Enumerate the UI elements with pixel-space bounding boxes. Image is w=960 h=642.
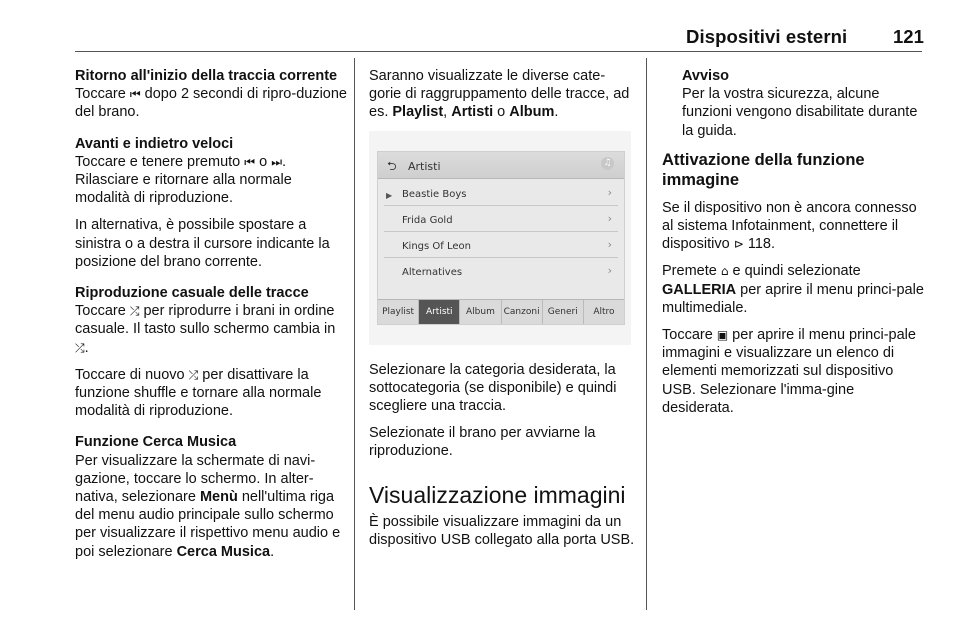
text: Se il dispositivo non è ancora connesso al sistema Infotainment, connettere il dispositivo xyxy=(662,199,917,253)
paragraph: È possibile visualizzare immagini da un dispositivo USB collegato alla porta USB. xyxy=(369,513,635,548)
back-arrow-icon[interactable]: ⮌ xyxy=(387,158,397,173)
panel-title-bar xyxy=(378,152,624,179)
playlist-label: Playlist xyxy=(392,104,444,121)
chevron-right-icon: › xyxy=(607,263,612,277)
tab-album[interactable]: Album xyxy=(460,300,501,324)
page-header-title: Dispositivi esterni xyxy=(686,26,848,47)
chevron-right-icon: › xyxy=(607,185,612,199)
text: per aprire il menu princi-pale immagini e visualizzare un elenco di elementi memorizzati sul dispositivo USB. Selezionare l'imma-gine desiderata. xyxy=(662,327,916,416)
text: , xyxy=(443,104,452,121)
infotainment-screenshot xyxy=(369,131,631,345)
tab-playlist[interactable]: Playlist xyxy=(378,300,419,324)
note-heading: Avviso xyxy=(682,68,730,84)
menu-label: Menù xyxy=(199,489,238,506)
tab-artisti[interactable]: Artisti xyxy=(419,300,460,324)
artist-list xyxy=(378,180,624,283)
column-divider-2 xyxy=(646,58,647,610)
section-heading-restart-track: Ritorno all'inizio della traccia corrente xyxy=(75,68,338,84)
list-item-label: Alternatives xyxy=(402,266,463,278)
category-tab-bar xyxy=(378,299,624,324)
text: per riprodurre i brani in ordine casuale. Il tasto sullo schermo cambia in xyxy=(75,303,336,338)
column-divider-1 xyxy=(354,58,355,610)
section-heading-fast-forward: Avanti e indietro veloci xyxy=(75,135,234,152)
previous-track-icon: ⏮ xyxy=(129,87,141,102)
list-item[interactable] xyxy=(384,180,618,206)
column-1 xyxy=(75,67,347,570)
text: Toccare xyxy=(75,86,130,103)
playing-indicator-icon: ▶ xyxy=(386,190,393,200)
next-track-icon: ⏭ xyxy=(271,154,283,169)
text: dopo 2 secondi di ripro-duzione del brano. xyxy=(75,86,347,121)
shuffle-off-icon: ⤮ xyxy=(188,367,199,382)
text: per aprire il menu princi-pale multimediale. xyxy=(662,281,924,316)
shuffle-off-icon: ⤮ xyxy=(75,340,85,355)
text: Saranno visualizzate le diverse cate-gorie di raggruppamento delle tracce, ad es. xyxy=(369,68,630,121)
section-heading-image-function: Attivazione della funzione immagine xyxy=(662,150,865,189)
note-text: Per la vostra sicurezza, alcune funzioni vengono disabilitate durante la guida. xyxy=(682,86,918,139)
album-label: Album xyxy=(509,104,555,121)
chevron-right-icon: › xyxy=(607,237,612,251)
music-search-label: Cerca Musica xyxy=(176,543,271,560)
paragraph: Selezionate il brano per avviarne la riproduzione. xyxy=(369,425,596,460)
chevron-right-icon: › xyxy=(607,211,612,225)
list-item-label: Frida Gold xyxy=(402,214,453,226)
tab-canzoni[interactable]: Canzoni xyxy=(502,300,543,324)
text: . xyxy=(84,339,89,356)
text: Per visualizzare la schermate di navi-gazione, toccare lo schermo. In alter-nativa, selezionare xyxy=(75,452,316,506)
text: e quindi selezionate xyxy=(728,263,861,280)
text: Premete xyxy=(662,263,721,280)
gallery-label: GALLERIA xyxy=(662,281,737,298)
shuffle-icon: ⤮ xyxy=(129,304,140,319)
text: Toccare e tenere premuto xyxy=(75,153,245,170)
list-item[interactable] xyxy=(384,232,618,258)
text: Toccare xyxy=(662,327,717,344)
artists-label: Artisti xyxy=(451,104,494,121)
text: . xyxy=(554,104,559,121)
text: 118. xyxy=(743,236,775,253)
infotainment-panel xyxy=(377,151,625,325)
page-reference-icon: ⊳ xyxy=(733,237,744,252)
paragraph: Selezionare la categoria desiderata, la sottocategoria (se disponibile) e quindi scegliere una traccia. xyxy=(369,361,617,415)
image-icon: ▣ xyxy=(716,328,729,343)
text: Toccare xyxy=(75,303,130,320)
list-item-label: Beastie Boys xyxy=(402,188,467,200)
column-3 xyxy=(662,67,924,426)
text: per disattivare la funzione shuffle e tornare alla normale modalità di riproduzione. xyxy=(75,366,322,420)
music-note-icon: ♫ xyxy=(601,157,614,170)
section-heading-music-search: Funzione Cerca Musica xyxy=(75,434,237,451)
list-item[interactable] xyxy=(384,206,618,232)
section-heading-view-images: Visualizzazione immagini xyxy=(369,481,626,508)
text: Toccare di nuovo xyxy=(75,366,189,383)
home-icon: ⌂ xyxy=(720,264,729,279)
text: o xyxy=(255,153,272,170)
list-item[interactable] xyxy=(384,258,618,283)
warning-note xyxy=(682,67,924,140)
page-number: 121 xyxy=(893,26,924,47)
tab-altro[interactable]: Altro xyxy=(593,306,615,317)
text: o xyxy=(493,104,510,121)
text: nell'ultima riga del menu audio principale sullo schermo per visualizzare il rispettivo menu audio e poi selezionare xyxy=(75,489,341,560)
text: . xyxy=(270,543,275,560)
tab-generi[interactable]: Generi xyxy=(543,300,584,324)
paragraph: In alternativa, è possibile spostare a sinistra o a destra il cursore indicante la posizione del brano corrente. xyxy=(75,217,330,270)
list-item-label: Kings Of Leon xyxy=(402,240,471,252)
section-heading-shuffle: Riproduzione casuale delle tracce xyxy=(75,285,309,302)
text: . Rilasciare e ritornare alla normale modalità di riproduzione. xyxy=(75,153,292,207)
panel-title: Artisti xyxy=(408,159,441,173)
header-rule xyxy=(75,51,922,52)
column-2 xyxy=(369,67,635,558)
previous-track-icon: ⏮ xyxy=(244,154,256,169)
